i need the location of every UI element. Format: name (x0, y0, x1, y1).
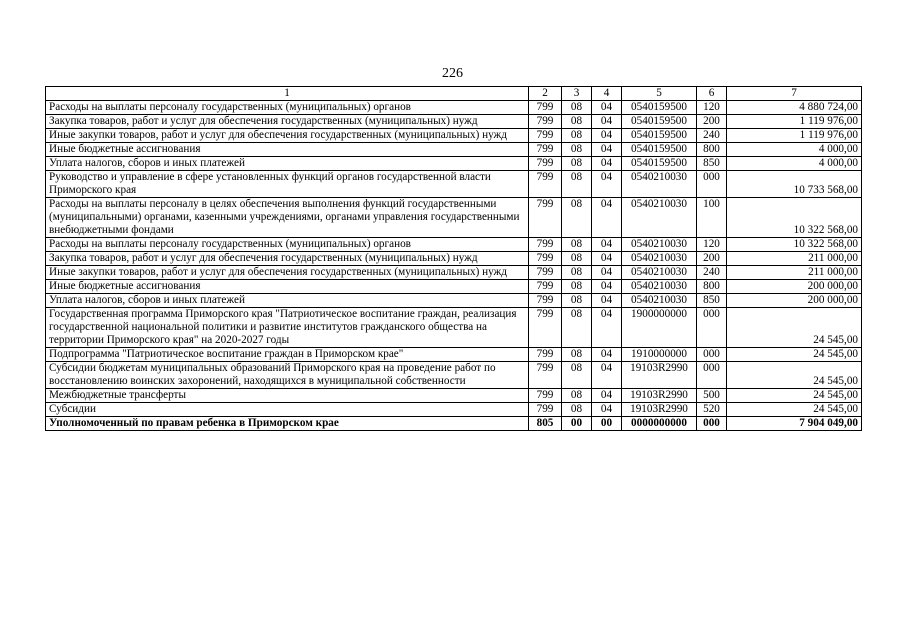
col-4-code: 04 (592, 389, 622, 403)
col-5-code: 19103R2990 (622, 389, 697, 403)
row-amount: 200 000,00 (727, 280, 862, 294)
col-3-code: 08 (562, 362, 592, 389)
col-4-code: 04 (592, 362, 622, 389)
table-row (46, 171, 862, 198)
col-6-code: 120 (697, 238, 727, 252)
table-row (46, 280, 862, 294)
col-3-code: 08 (562, 294, 592, 308)
col-5-code: 0540210030 (622, 266, 697, 280)
col-4-code: 04 (592, 101, 622, 115)
col-3-code: 08 (562, 389, 592, 403)
budget-table (45, 86, 862, 431)
table-body (46, 101, 862, 431)
column-header: 6 (697, 87, 727, 101)
col-3-code: 00 (562, 417, 592, 431)
col-5-code: 19103R2990 (622, 362, 697, 389)
table-row (46, 115, 862, 129)
col-6-code: 200 (697, 252, 727, 266)
row-name: Иные бюджетные ассигнования (46, 280, 529, 294)
col-6-code: 000 (697, 308, 727, 348)
col-3-code: 08 (562, 129, 592, 143)
col-5-code: 0540159500 (622, 157, 697, 171)
col-4-code: 04 (592, 266, 622, 280)
col-4-code: 04 (592, 143, 622, 157)
col-6-code: 000 (697, 417, 727, 431)
table-row (46, 362, 862, 389)
row-amount: 4 000,00 (727, 157, 862, 171)
col-4-code: 04 (592, 157, 622, 171)
col-5-code: 0540159500 (622, 129, 697, 143)
column-header: 4 (592, 87, 622, 101)
row-amount: 1 119 976,00 (727, 115, 862, 129)
col-5-code: 19103R2990 (622, 403, 697, 417)
row-amount: 211 000,00 (727, 266, 862, 280)
col-2-code: 799 (529, 266, 562, 280)
col-3-code: 08 (562, 157, 592, 171)
row-name: Закупка товаров, работ и услуг для обеспечения государственных (муниципальных) нужд (46, 252, 529, 266)
col-3-code: 08 (562, 115, 592, 129)
row-name: Закупка товаров, работ и услуг для обеспечения государственных (муниципальных) нужд (46, 115, 529, 129)
col-6-code: 100 (697, 198, 727, 238)
row-amount: 10 322 568,00 (727, 198, 862, 238)
col-3-code: 08 (562, 101, 592, 115)
column-header: 5 (622, 87, 697, 101)
col-3-code: 08 (562, 252, 592, 266)
col-2-code: 799 (529, 171, 562, 198)
row-name: Иные закупки товаров, работ и услуг для обеспечения государственных (муниципальных) нужд (46, 266, 529, 280)
header-row (46, 87, 862, 101)
table-row (46, 308, 862, 348)
col-6-code: 000 (697, 348, 727, 362)
col-6-code: 120 (697, 101, 727, 115)
col-4-code: 04 (592, 238, 622, 252)
table-row (46, 198, 862, 238)
table-row (46, 266, 862, 280)
col-4-code: 00 (592, 417, 622, 431)
table-row (46, 294, 862, 308)
col-5-code: 1900000000 (622, 308, 697, 348)
col-6-code: 240 (697, 129, 727, 143)
col-2-code: 805 (529, 417, 562, 431)
col-4-code: 04 (592, 308, 622, 348)
col-3-code: 08 (562, 143, 592, 157)
col-6-code: 000 (697, 362, 727, 389)
col-2-code: 799 (529, 115, 562, 129)
col-4-code: 04 (592, 115, 622, 129)
col-2-code: 799 (529, 280, 562, 294)
col-5-code: 1910000000 (622, 348, 697, 362)
row-amount: 24 545,00 (727, 389, 862, 403)
col-5-code: 0540159500 (622, 101, 697, 115)
col-2-code: 799 (529, 238, 562, 252)
col-3-code: 08 (562, 348, 592, 362)
col-6-code: 240 (697, 266, 727, 280)
row-amount: 10 322 568,00 (727, 238, 862, 252)
col-6-code: 000 (697, 171, 727, 198)
col-6-code: 850 (697, 157, 727, 171)
row-name: Уплата налогов, сборов и иных платежей (46, 157, 529, 171)
col-4-code: 04 (592, 129, 622, 143)
row-amount: 24 545,00 (727, 348, 862, 362)
table-row (46, 143, 862, 157)
row-name: Государственная программа Приморского края "Патриотическое воспитание граждан, реализация государственной национальной политики и развитие институтов гражданского общества на территории Приморского края" на 2020-2027 годы (46, 308, 529, 348)
col-5-code: 0540210030 (622, 252, 697, 266)
col-3-code: 08 (562, 266, 592, 280)
col-5-code: 0540210030 (622, 198, 697, 238)
table-row (46, 101, 862, 115)
row-amount: 10 733 568,00 (727, 171, 862, 198)
row-amount: 211 000,00 (727, 252, 862, 266)
row-name: Расходы на выплаты персоналу государственных (муниципальных) органов (46, 238, 529, 252)
row-name: Иные бюджетные ассигнования (46, 143, 529, 157)
col-5-code: 0540159500 (622, 115, 697, 129)
col-6-code: 800 (697, 143, 727, 157)
col-2-code: 799 (529, 403, 562, 417)
col-2-code: 799 (529, 157, 562, 171)
row-name: Иные закупки товаров, работ и услуг для обеспечения государственных (муниципальных) нужд (46, 129, 529, 143)
table-row (46, 389, 862, 403)
row-name: Расходы на выплаты персоналу в целях обеспечения выполнения функций государственными (муниципальными) органами, казенными учреждениями, органами управления государственными внебюджетными фондами (46, 198, 529, 238)
page-number: 226 (442, 66, 463, 81)
col-3-code: 08 (562, 280, 592, 294)
row-amount: 4 000,00 (727, 143, 862, 157)
row-name: Расходы на выплаты персоналу государственных (муниципальных) органов (46, 101, 529, 115)
row-name: Межбюджетные трансферты (46, 389, 529, 403)
col-4-code: 04 (592, 198, 622, 238)
col-6-code: 520 (697, 403, 727, 417)
col-4-code: 04 (592, 252, 622, 266)
col-4-code: 04 (592, 171, 622, 198)
table-row (46, 403, 862, 417)
row-name: Субсидии (46, 403, 529, 417)
col-6-code: 850 (697, 294, 727, 308)
col-5-code: 0540210030 (622, 280, 697, 294)
table-row (46, 252, 862, 266)
col-2-code: 799 (529, 389, 562, 403)
col-3-code: 08 (562, 171, 592, 198)
column-header: 2 (529, 87, 562, 101)
row-amount: 24 545,00 (727, 403, 862, 417)
table-row (46, 157, 862, 171)
col-2-code: 799 (529, 362, 562, 389)
col-5-code: 0540210030 (622, 294, 697, 308)
row-amount: 24 545,00 (727, 308, 862, 348)
col-4-code: 04 (592, 280, 622, 294)
col-2-code: 799 (529, 198, 562, 238)
row-amount: 4 880 724,00 (727, 101, 862, 115)
table-row (46, 348, 862, 362)
row-name: Уплата налогов, сборов и иных платежей (46, 294, 529, 308)
row-name: Субсидии бюджетам муниципальных образований Приморского края на проведение работ по восстановлению воинских захоронений, находящихся в муниципальной собственности (46, 362, 529, 389)
col-3-code: 08 (562, 308, 592, 348)
col-3-code: 08 (562, 238, 592, 252)
table-row (46, 129, 862, 143)
col-3-code: 08 (562, 403, 592, 417)
row-name: Подпрограмма "Патриотическое воспитание граждан в Приморском крае" (46, 348, 529, 362)
col-2-code: 799 (529, 252, 562, 266)
col-4-code: 04 (592, 294, 622, 308)
col-2-code: 799 (529, 308, 562, 348)
column-header: 7 (727, 87, 862, 101)
col-5-code: 0540210030 (622, 171, 697, 198)
col-2-code: 799 (529, 348, 562, 362)
col-3-code: 08 (562, 198, 592, 238)
table-row (46, 417, 862, 431)
col-6-code: 200 (697, 115, 727, 129)
col-2-code: 799 (529, 143, 562, 157)
col-2-code: 799 (529, 101, 562, 115)
col-5-code: 0540159500 (622, 143, 697, 157)
column-header: 1 (46, 87, 529, 101)
row-name: Уполномоченный по правам ребенка в Приморском крае (46, 417, 529, 431)
column-header: 3 (562, 87, 592, 101)
col-2-code: 799 (529, 294, 562, 308)
col-6-code: 800 (697, 280, 727, 294)
row-amount: 24 545,00 (727, 362, 862, 389)
table-row (46, 238, 862, 252)
col-6-code: 500 (697, 389, 727, 403)
row-amount: 200 000,00 (727, 294, 862, 308)
col-5-code: 0000000000 (622, 417, 697, 431)
row-name: Руководство и управление в сфере установленных функций органов государственной власти Приморского края (46, 171, 529, 198)
col-4-code: 04 (592, 403, 622, 417)
row-amount: 7 904 049,00 (727, 417, 862, 431)
col-2-code: 799 (529, 129, 562, 143)
col-4-code: 04 (592, 348, 622, 362)
row-amount: 1 119 976,00 (727, 129, 862, 143)
col-5-code: 0540210030 (622, 238, 697, 252)
